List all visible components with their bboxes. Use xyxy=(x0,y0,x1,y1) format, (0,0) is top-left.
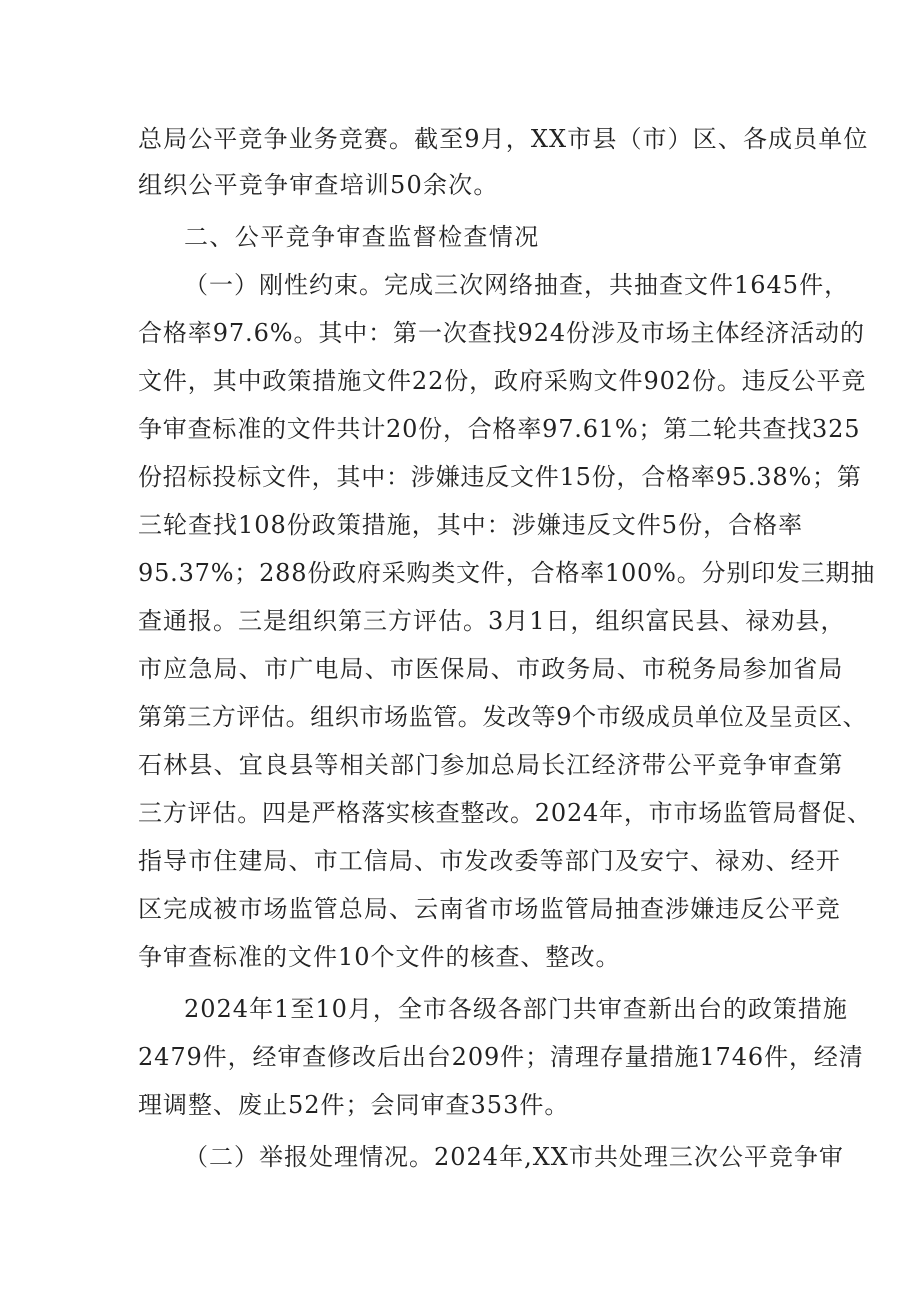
text-line: 2479件，经审查修改后出台209件；清理存量措施1746件，经清 xyxy=(138,1043,864,1071)
text-line: 三方评估。四是严格落实核查整改。2024年，市市场监管局督促、 xyxy=(138,799,872,827)
text-line: 份招标投标文件，其中：涉嫌违反文件15份，合格率95.38%；第 xyxy=(138,463,862,491)
text-line: 95.37%；288份政府采购类文件，合格率100%。分别印发三期抽 xyxy=(138,559,876,587)
text-line: 区完成被市场监管总局、云南省市场监管局抽查涉嫌违反公平竞 xyxy=(138,895,841,923)
text-line: 总局公平竞争业务竞赛。截至9月，XX市县（市）区、各成员单位 xyxy=(138,125,869,153)
text-line: （二）举报处理情况。2024年,XX市共处理三次公平竞争审 xyxy=(184,1143,844,1171)
text-line: 指导市住建局、市工信局、市发改委等部门及安宁、禄劝、经开 xyxy=(138,847,841,875)
text-line: 文件，其中政策措施文件22份，政府采购文件902份。违反公平竞 xyxy=(138,367,867,395)
text-line: 石林县、宜良县等相关部门参加总局长江经济带公平竞争审查第 xyxy=(138,751,844,779)
text-line: 争审查标准的文件共计20份，合格率97.61%；第二轮共查找325 xyxy=(138,415,861,443)
text-line: （一）刚性约束。完成三次网络抽查，共抽查文件1645件， xyxy=(184,271,850,299)
section-heading: 二、公平竞争审查监督检查情况 xyxy=(184,223,540,251)
text-line: 2024年1至10月，全市各级各部门共审查新出台的政策措施 xyxy=(184,995,848,1023)
text-line: 第第三方评估。组织市场监管。发改等9个市级成员单位及呈贡区、 xyxy=(138,703,868,731)
text-line: 查通报。三是组织第三方评估。3月1日，组织富民县、禄劝县， xyxy=(138,607,846,635)
text-line: 三轮查找108份政策措施，其中：涉嫌违反文件5份，合格率 xyxy=(138,511,804,539)
text-line: 组织公平竞争审查培训50余次。 xyxy=(138,171,499,199)
text-line: 理调整、废止52件；会同审查353件。 xyxy=(138,1091,570,1119)
text-line: 争审查标准的文件10个文件的核查、整改。 xyxy=(138,943,621,971)
text-line: 合格率97.6%。其中：第一次查找924份涉及市场主体经济活动的 xyxy=(138,319,865,347)
text-line: 市应急局、市广电局、市医保局、市政务局、市税务局参加省局 xyxy=(138,655,844,683)
